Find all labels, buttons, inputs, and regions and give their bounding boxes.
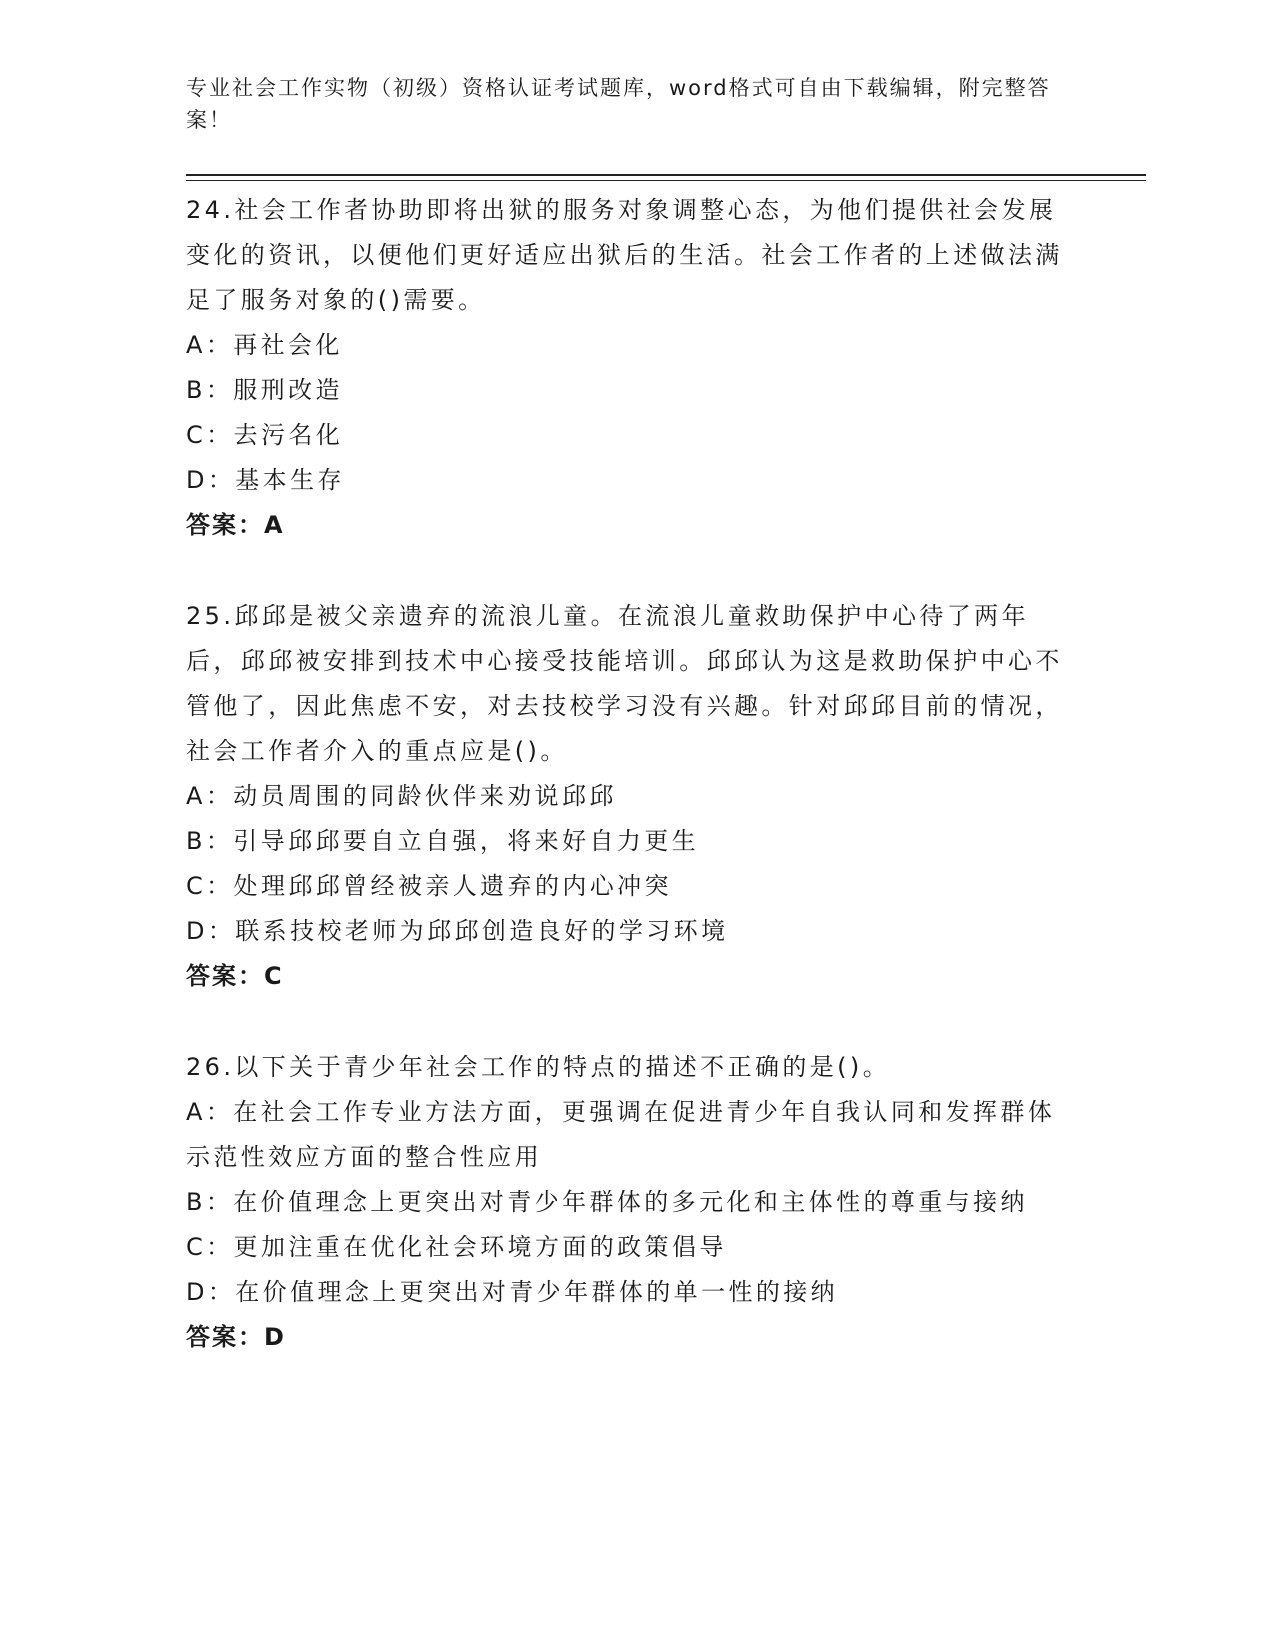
question-stem: 24.社会工作者协助即将出狱的服务对象调整心态，为他们提供社会发展变化的资讯，以便他们更好适应出狱后的生活。社会工作者的上述做法满足了服务对象的()需要。 (186, 196, 1063, 314)
answer-label: 答案：D (186, 1323, 286, 1351)
question-25 (186, 594, 1066, 999)
option-c: C：更加注重在优化社会环境方面的政策倡导 (186, 1233, 727, 1261)
question-26 (186, 1045, 1066, 1360)
option-a: A：再社会化 (186, 331, 343, 359)
option-a: A：动员周围的同龄伙伴来劝说邱邱 (186, 782, 617, 810)
option-a: A：在社会工作专业方法方面，更强调在促进青少年自我认同和发挥群体示范性效应方面的整合性应用 (186, 1098, 1056, 1171)
answer-label: 答案：C (186, 962, 284, 990)
option-b: B：在价值理念上更突出对青少年群体的多元化和主体性的尊重与接纳 (186, 1188, 1028, 1216)
question-stem: 25.邱邱是被父亲遗弃的流浪儿童。在流浪儿童救助保护中心待了两年后，邱邱被安排到技术中心接受技能培训。邱邱认为这是救助保护中心不管他了，因此焦虑不安，对去技校学习没有兴趣。针对邱邱目前的情况，社会工作者介入的重点应是()。 (186, 602, 1063, 765)
header-divider-thick (186, 174, 1146, 176)
header-divider-thin (186, 180, 1146, 181)
question-24 (186, 188, 1066, 548)
option-b: B：服刑改造 (186, 376, 343, 404)
option-c: C：处理邱邱曾经被亲人遗弃的内心冲突 (186, 872, 672, 900)
option-b: B：引导邱邱要自立自强，将来好自力更生 (186, 827, 700, 855)
option-d: D：联系技校老师为邱邱创造良好的学习环境 (186, 917, 729, 945)
option-d: D：在价值理念上更突出对青少年群体的单一性的接纳 (186, 1278, 839, 1306)
question-stem: 26.以下关于青少年社会工作的特点的描述不正确的是()。 (186, 1053, 891, 1081)
document-header: 专业社会工作实物（初级）资格认证考试题库，word格式可自由下载编辑，附完整答案！ (186, 76, 1051, 132)
answer-label: 答案：A (186, 511, 285, 539)
option-c: C：去污名化 (186, 421, 344, 449)
option-d: D：基本生存 (186, 466, 345, 494)
